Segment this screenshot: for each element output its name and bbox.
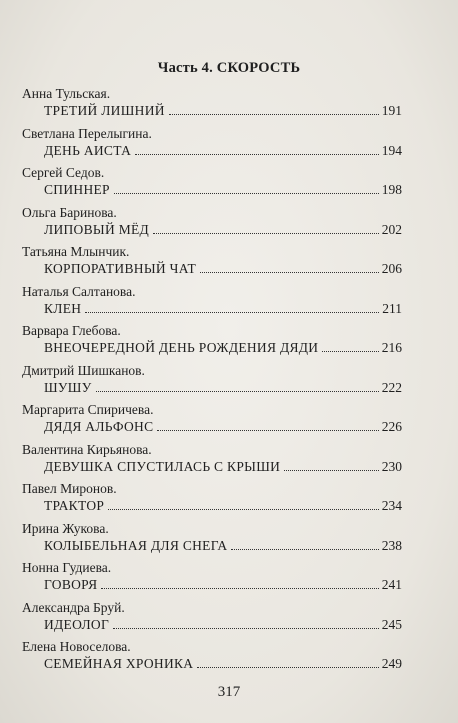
toc-entry	[22, 323, 402, 363]
entry-page-number: 234	[381, 498, 402, 513]
dot-leader	[85, 312, 379, 313]
work-title: ДЕНЬ АИСТА	[44, 142, 132, 158]
work-title: СЕМЕЙНАЯ ХРОНИКА	[44, 656, 194, 671]
toc-entry	[22, 481, 402, 521]
work-title: ИДЕОЛОГ	[44, 616, 110, 632]
author-name: Ирина Жукова.	[22, 520, 109, 536]
entry-page-number: 249	[381, 656, 402, 671]
toc-entry	[22, 284, 402, 324]
work-title: КЛЕН	[44, 300, 82, 316]
toc-entry	[22, 639, 402, 679]
author-name: Маргарита Спиричева.	[22, 402, 154, 417]
table-of-contents	[22, 86, 402, 679]
entry-page-number: 216	[381, 340, 402, 355]
title-line	[44, 143, 402, 159]
title-line	[44, 459, 402, 475]
dot-leader	[101, 588, 378, 589]
entry-page-number: 226	[381, 419, 402, 434]
entry-page-number: 194	[381, 142, 402, 158]
title-line	[44, 498, 402, 514]
author-name: Сергей Седов.	[22, 165, 105, 180]
entry-page-number: 230	[381, 458, 402, 474]
work-title: КОРПОРАТИВНЫЙ ЧАТ	[44, 261, 197, 276]
title-line	[44, 340, 402, 356]
dot-leader	[322, 351, 378, 352]
dot-leader	[169, 114, 379, 115]
toc-entry	[22, 521, 402, 561]
author-name: Наталья Салтанова.	[22, 283, 136, 299]
title-line	[44, 103, 402, 119]
toc-entry	[22, 86, 402, 126]
page-number-folio: 317	[217, 684, 241, 700]
toc-entry	[22, 205, 402, 245]
title-line	[44, 222, 402, 238]
entry-page-number: 191	[381, 103, 402, 118]
author-name: Александра Бруй.	[22, 599, 125, 615]
work-title: ТРАКТОР	[44, 498, 105, 513]
dot-leader	[284, 470, 379, 471]
work-title: КОЛЫБЕЛЬНАЯ ДЛЯ СНЕГА	[44, 537, 228, 553]
toc-entry	[22, 560, 402, 600]
dot-leader	[135, 154, 379, 155]
author-name: Варвара Глебова.	[22, 323, 121, 338]
toc-entry	[22, 165, 402, 205]
work-title: ДЕВУШКА СПУСТИЛАСЬ С КРЫШИ	[44, 458, 281, 474]
title-line	[44, 617, 402, 633]
dot-leader	[200, 272, 379, 273]
toc-entry	[22, 600, 402, 640]
toc-entry	[22, 442, 402, 482]
work-title: ЛИПОВЫЙ МЁД	[44, 221, 150, 237]
title-line	[44, 380, 402, 396]
entry-page-number: 211	[382, 300, 402, 316]
author-name: Елена Новоселова.	[22, 639, 131, 654]
author-name: Валентина Кирьянова.	[22, 441, 152, 457]
toc-entry	[22, 402, 402, 442]
dot-leader	[96, 391, 379, 392]
author-name: Дмитрий Шишканов.	[22, 362, 145, 378]
title-line	[44, 656, 402, 672]
dot-leader	[113, 628, 379, 629]
dot-leader	[157, 430, 378, 431]
author-name: Ольга Баринова.	[22, 204, 117, 220]
entry-page-number: 198	[381, 182, 402, 197]
toc-entry	[22, 363, 402, 403]
author-name: Татьяна Млынчик.	[22, 244, 130, 259]
title-line	[44, 577, 402, 593]
dot-leader	[153, 233, 379, 234]
title-line	[44, 301, 402, 317]
entry-page-number: 222	[381, 379, 402, 395]
title-line	[44, 419, 402, 435]
work-title: ДЯДЯ АЛЬФОНС	[44, 419, 154, 434]
entry-page-number: 202	[381, 221, 402, 237]
dot-leader	[197, 667, 378, 668]
work-title: СПИННЕР	[44, 182, 110, 197]
dot-leader	[114, 193, 379, 194]
work-title: ТРЕТИЙ ЛИШНИЙ	[44, 103, 165, 118]
entry-page-number: 238	[381, 537, 402, 553]
dot-leader	[108, 509, 379, 510]
entry-page-number: 206	[381, 261, 402, 276]
section-title: Часть 4. СКОРОСТЬ	[157, 60, 301, 76]
title-line	[44, 538, 402, 554]
toc-entry	[22, 244, 402, 284]
work-title: ШУШУ	[44, 379, 92, 395]
entry-page-number: 245	[381, 616, 402, 632]
work-title: ВНЕОЧЕРЕДНОЙ ДЕНЬ РОЖДЕНИЯ ДЯДИ	[44, 340, 319, 355]
title-line	[44, 182, 402, 198]
author-name: Светлана Перелыгина.	[22, 125, 152, 141]
entry-page-number: 241	[381, 577, 402, 592]
work-title: ГОВОРЯ	[44, 577, 98, 592]
title-line	[44, 261, 402, 277]
author-name: Павел Миронов.	[22, 481, 117, 496]
dot-leader	[231, 549, 378, 550]
toc-entry	[22, 126, 402, 166]
author-name: Анна Тульская.	[22, 86, 111, 101]
author-name: Нонна Гудиева.	[22, 560, 112, 575]
